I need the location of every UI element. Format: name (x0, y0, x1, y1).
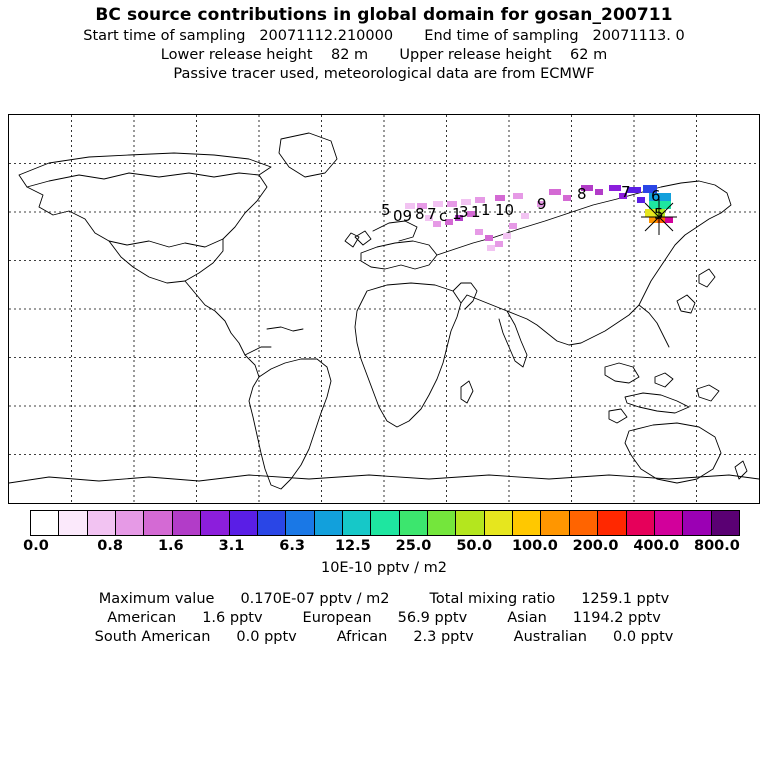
region-label-american: American (107, 610, 177, 626)
colorbar-unit-label: 10E-10 pptv / m2 (320, 560, 448, 576)
page-title: BC source contributions in global domain for gosan_200711 (95, 5, 673, 25)
map-plot-area (8, 114, 760, 504)
colorbar-swatch (683, 511, 711, 535)
colorbar-tick: 3.1 (218, 538, 245, 554)
colorbar-tick: 50.0 (456, 538, 493, 554)
colorbar-swatch (598, 511, 626, 535)
plume-label: 9 (537, 195, 547, 213)
release-heights (0, 44, 768, 63)
colorbar-swatch (258, 511, 286, 535)
plume-label: 6 (651, 187, 661, 205)
colorbar-tick: 0.0 (23, 538, 49, 554)
colorbar-swatch (456, 511, 484, 535)
colorbar-tick: 800.0 (694, 538, 740, 554)
plume-label: 3 (459, 203, 469, 221)
colorbar-swatch (116, 511, 144, 535)
colorbar-swatch (627, 511, 655, 535)
colorbar-swatch (485, 511, 513, 535)
plume-footprint (405, 185, 677, 251)
region-value-australian: 0.0 pptv (613, 629, 674, 645)
colorbar-tick: 6.3 (279, 538, 305, 554)
colorbar-tick: 12.5 (334, 538, 371, 554)
plume-label: 09 (393, 207, 413, 225)
end-time-value: 20071113. 0 (592, 28, 685, 44)
end-time-label: End time of sampling (424, 28, 579, 44)
region-label-african: African (336, 629, 388, 645)
plume-label: 1 (471, 203, 481, 221)
plume-label: c (439, 207, 448, 225)
stats-row-2 (0, 626, 768, 645)
plume-label: 8 (577, 185, 587, 203)
plume-label: 8 (415, 205, 425, 223)
upper-release-value: 62 m (570, 47, 608, 63)
region-value-asian: 1194.2 pptv (572, 610, 661, 626)
region-value-south-american: 0.0 pptv (236, 629, 297, 645)
sampling-times (0, 25, 768, 44)
region-value-european: 56.9 pptv (397, 610, 468, 626)
max-value-label: Maximum value (98, 591, 215, 607)
colorbar-swatch (144, 511, 172, 535)
colorbar-tick: 25.0 (395, 538, 432, 554)
colorbar-swatch (570, 511, 598, 535)
region-value-american: 1.6 pptv (202, 610, 263, 626)
colorbar-tick: 400.0 (633, 538, 680, 554)
lower-release-value: 82 m (330, 47, 369, 63)
figure-header (0, 0, 768, 82)
colorbar-swatch (428, 511, 456, 535)
statistics-block (0, 588, 768, 645)
colorbar-swatch (655, 511, 683, 535)
lower-release-label: Lower release height (160, 47, 313, 63)
graticule-grid (9, 115, 759, 503)
plume-label: 5 (654, 205, 664, 223)
colorbar-swatch (286, 511, 314, 535)
colorbar-swatch (541, 511, 569, 535)
colorbar-swatch (59, 511, 87, 535)
colorbar-tick: 1.6 (157, 538, 184, 554)
colorbar-swatch (315, 511, 343, 535)
colorbar-swatch (712, 511, 739, 535)
colorbar-swatch (173, 511, 201, 535)
colorbar-swatch (513, 511, 541, 535)
region-label-european: European (302, 610, 372, 626)
stats-row-1 (0, 607, 768, 626)
world-map (9, 115, 759, 503)
colorbar (30, 510, 740, 536)
colorbar-swatch (371, 511, 399, 535)
colorbar-tick: 100.0 (511, 538, 558, 554)
colorbar-swatch (88, 511, 116, 535)
met-note: Passive tracer used, meteorological data are from ECMWF (173, 66, 595, 82)
region-label-asian: Asian (507, 610, 547, 626)
total-mixing-ratio-value: 1259.1 pptv (581, 591, 670, 607)
colorbar-swatch (230, 511, 258, 535)
region-value-african: 2.3 pptv (413, 629, 474, 645)
plume-label: 1 (481, 201, 491, 219)
colorbar-tick-labels (0, 538, 768, 556)
plume-label: 10 (495, 201, 515, 219)
total-mixing-ratio-label: Total mixing ratio (429, 591, 556, 607)
colorbar-swatch (400, 511, 428, 535)
start-time-label: Start time of sampling (83, 28, 246, 44)
plume-label: 7 (621, 183, 631, 201)
colorbar-tick: 0.8 (97, 538, 123, 554)
upper-release-label: Upper release height (399, 47, 552, 63)
start-time-value: 20071112.210000 (259, 28, 394, 44)
colorbar-swatch (201, 511, 229, 535)
release-site-marker (641, 199, 677, 235)
region-label-australian: Australian (513, 629, 587, 645)
colorbar-tick: 200.0 (572, 538, 619, 554)
stats-row-totals (0, 588, 768, 607)
max-value: 0.170E-07 pptv / m2 (240, 591, 390, 607)
colorbar-swatch (343, 511, 371, 535)
plume-label: 5 (381, 201, 391, 219)
region-label-south-american: South American (94, 629, 211, 645)
colorbar-swatch (31, 511, 59, 535)
plume-label: 1 (452, 205, 462, 223)
plume-label: 7 (427, 205, 437, 223)
